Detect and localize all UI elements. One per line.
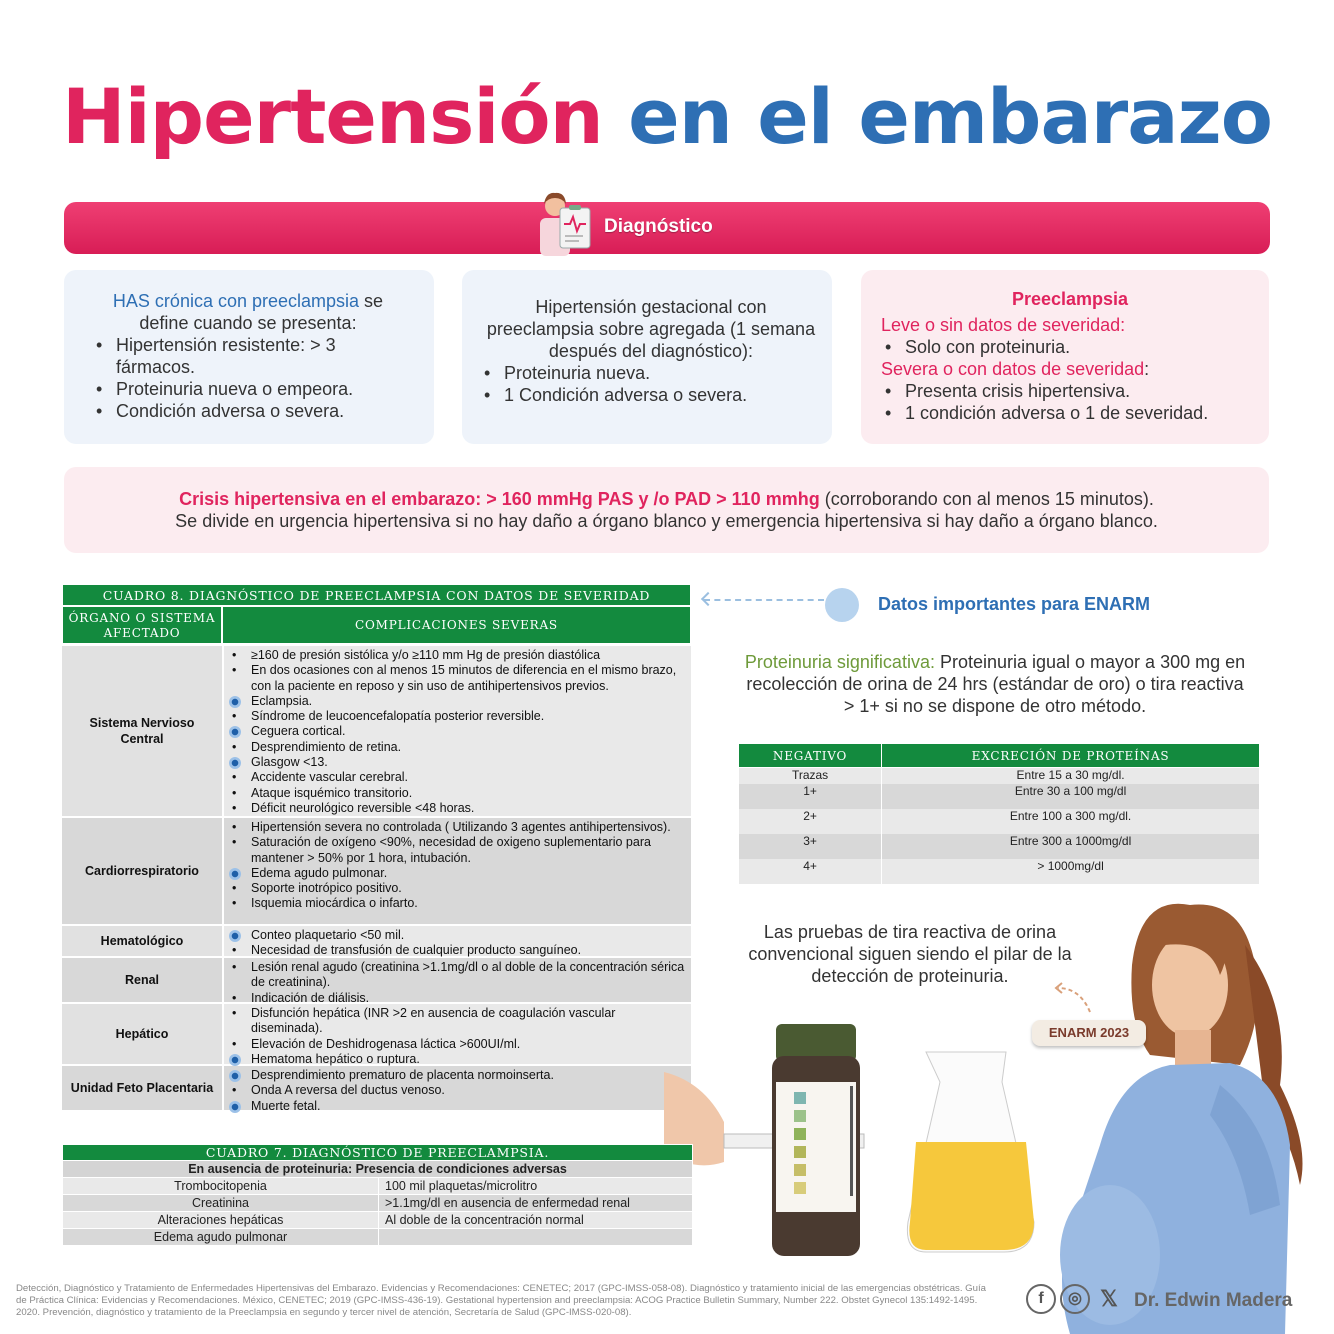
list-item: Conteo plaquetario <50 mil. xyxy=(228,928,687,943)
crisis-rest: (corroborando con al menos 15 minutos). xyxy=(819,489,1154,509)
complications-cell xyxy=(222,1066,691,1113)
table-row xyxy=(62,816,691,924)
banner-label: Diagnóstico xyxy=(604,216,713,237)
card-hipertension-gestacional xyxy=(462,270,832,444)
list-item: • Elevación de Deshidrogenasa láctica >600UI/ml. xyxy=(228,1037,687,1052)
excrecion-cell: > 1000mg/dl xyxy=(882,859,1260,884)
tneg-header-negativo: NEGATIVO xyxy=(739,744,882,768)
proteinuria-text xyxy=(740,651,1250,717)
table-row xyxy=(739,859,1260,884)
criterion-cell: Al doble de la concentración normal xyxy=(379,1212,693,1229)
complications-cell xyxy=(222,646,691,816)
list-item: • ≥160 de presión sistólica y/o ≥110 mm Hg de presión diastólica xyxy=(228,648,687,663)
table7-title: CUADRO 7. DIAGNÓSTICO DE PREECLAMPSIA. xyxy=(63,1145,693,1161)
table-cuadro-8 xyxy=(62,584,691,1113)
card-has-intro-text: se define cuando se presenta: xyxy=(139,291,384,333)
curved-arrow-icon xyxy=(1050,982,1096,1018)
table7-body xyxy=(63,1161,693,1246)
list-item: • Indicación de diálisis. xyxy=(228,991,687,1006)
list-item: • Déficit neurológico reversible <48 horas. xyxy=(228,801,687,816)
crisis-line1 xyxy=(64,488,1269,510)
card-gest-intro xyxy=(480,296,822,362)
enarm-2023-badge: ENARM 2023 xyxy=(1032,1020,1146,1046)
card-gest-list xyxy=(480,362,822,406)
x-icon[interactable]: 𝕏 xyxy=(1100,1286,1118,1311)
proteinuria-body: Proteinuria igual o mayor a 300 mg en recolección de orina de 24 hrs (estándar de oro) o tira reactiva > 1+ si no se dispone de otro método. xyxy=(746,652,1246,716)
tneg-header-excrecion: EXCRECIÓN DE PROTEÍNAS xyxy=(882,744,1260,768)
table-cuadro-7 xyxy=(62,1144,693,1246)
list-item: • Onda A reversa del ductus venoso. xyxy=(228,1083,687,1098)
table-row xyxy=(62,1064,691,1113)
table-row xyxy=(63,1195,693,1212)
list-item: • Proteinuria nueva. xyxy=(480,362,822,384)
card-has-list xyxy=(92,334,404,422)
negativo-cell: 1+ xyxy=(739,784,882,809)
author-name: Dr. Edwin Madera xyxy=(1134,1290,1293,1311)
complications-cell xyxy=(222,958,691,1005)
card-pre-leve: Leve o sin datos de severidad: xyxy=(881,315,1126,335)
complications-list xyxy=(228,1068,687,1114)
pregnant-woman-illustration xyxy=(1040,885,1334,1334)
list-item: • Proteinuria nueva o empeora. xyxy=(92,378,404,400)
list-item: • Solo con proteinuria. xyxy=(881,336,1259,358)
list-item: • 1 Condición adversa o severa. xyxy=(480,384,822,406)
table7-subtitle: En ausencia de proteinuria: Presencia de condiciones adversas xyxy=(63,1161,693,1178)
card-pre-severa-list xyxy=(881,380,1259,424)
crisis-line2: Se divide en urgencia hipertensiva si no hay daño a órgano blanco y emergencia hipertensiva si hay daño a órgano blanco. xyxy=(175,511,1158,531)
condition-cell: Creatinina xyxy=(63,1195,379,1212)
table-row xyxy=(62,1002,691,1064)
list-item: • 1 condición adversa o 1 de severidad. xyxy=(881,402,1259,424)
condition-cell: Alteraciones hepáticas xyxy=(63,1212,379,1229)
negativo-cell: Trazas xyxy=(739,768,882,784)
complications-list xyxy=(228,1006,687,1067)
list-item: • Soporte inotrópico positivo. xyxy=(228,881,687,896)
complications-cell xyxy=(222,818,691,924)
organ-cell: Hematológico xyxy=(62,926,222,956)
list-item: • Presenta crisis hipertensiva. xyxy=(881,380,1259,402)
list-item: • En dos ocasiones con al menos 15 minutos de diferencia en el mismo brazo, con la paciente en reposo y sin uso de antihipertensivos previos. xyxy=(228,663,687,694)
enarm-title: Datos importantes para ENARM xyxy=(878,594,1151,614)
complications-cell xyxy=(222,1004,691,1064)
criterion-cell xyxy=(379,1229,693,1246)
card-pre-title: Preeclampsia xyxy=(1011,289,1129,309)
table8-col-complications: COMPLICACIONES SEVERAS xyxy=(222,606,691,644)
list-item: • Accidente vascular cerebral. xyxy=(228,770,687,785)
crisis-box xyxy=(64,467,1269,553)
condition-cell: Trombocitopenia xyxy=(63,1178,379,1195)
list-item: Eclampsia. xyxy=(228,694,687,709)
table-row xyxy=(62,956,691,1005)
circle-dot-icon xyxy=(825,588,859,622)
negativo-cell: 2+ xyxy=(739,809,882,834)
title-part2: en el embarazo xyxy=(628,72,1272,161)
organ-cell: Cardiorrespiratorio xyxy=(62,818,222,924)
card-preeclampsia xyxy=(861,270,1269,444)
table-negativo xyxy=(738,743,1260,884)
diagnostico-banner xyxy=(64,202,1270,254)
list-item: Muerte fetal. xyxy=(228,1099,687,1114)
list-item: • Necesidad de transfusión de cualquier producto sanguíneo. xyxy=(228,943,687,958)
complications-list xyxy=(228,648,687,816)
social-icons xyxy=(1026,1284,1124,1314)
list-item: • Ataque isquémico transitorio. xyxy=(228,786,687,801)
card-pre-severa-colon: : xyxy=(1144,359,1150,379)
criterion-cell: 100 mil plaquetas/microlitro xyxy=(379,1178,693,1195)
table8-body xyxy=(62,644,691,1113)
list-item: • Lesión renal agudo (creatinina >1.1mg/dl o al doble de la concentración sérica de creatinina). xyxy=(228,960,687,991)
list-item: Hematoma hepático o ruptura. xyxy=(228,1052,687,1067)
complications-list xyxy=(228,960,687,1006)
tira-reactiva-text: Las pruebas de tira reactiva de orina convencional siguen siendo el pilar de la detección de proteinuria. xyxy=(748,922,1072,986)
table8-header-row xyxy=(62,606,691,644)
card-gest-title: Hipertensión gestacional xyxy=(535,297,733,317)
card-pre-leve-list xyxy=(881,336,1259,358)
footer-references: Detección, Diagnóstico y Tratamiento de Enfermedades Hipertensivas del Embarazo. Evidencias y Recomendaciones: CENETEC; 2017 (GPC-IMSS-058-08). Diagnóstico y tratamiento inicial de las emergencias obstétricas. Guía de Práctica Clínica: Evidencias y Recomendaciones. México, CENETEC; 2019 (GPC-IMSS-436-19). Gestational hypertension and preeclampsia: ACOG Practice Bulletin Summary, Number 222. Obstet Gynecol 135:1492-1495. 2020. Prevención, diagnóstico y tratamiento de la Preeclampsia en segundo y tercer nivel de atención, Secretaría de Salud (GPC-IMSS-020-08). xyxy=(16,1283,986,1318)
organ-cell: Renal xyxy=(62,958,222,1002)
urine-test-illustration xyxy=(664,1022,1040,1262)
complications-cell xyxy=(222,926,691,956)
arrow-left-icon xyxy=(701,592,715,606)
table8-title: CUADRO 8. DIAGNÓSTICO DE PREECLAMPSIA CON DATOS DE SEVERIDAD xyxy=(62,584,691,606)
table-row xyxy=(63,1178,693,1195)
card-has-intro xyxy=(92,290,404,334)
card-pre-severa-label: Severa o con datos de severidad xyxy=(881,359,1145,379)
list-item: Desprendimiento prematuro de placenta normoinserta. xyxy=(228,1068,687,1083)
card-has-cronica xyxy=(64,270,434,444)
instagram-icon[interactable]: ◎ xyxy=(1060,1284,1090,1314)
page-title xyxy=(0,72,1334,161)
title-part1: Hipertensión xyxy=(62,72,603,161)
list-item: Edema agudo pulmonar. xyxy=(228,866,687,881)
list-item: • Desprendimiento de retina. xyxy=(228,740,687,755)
doctor-clipboard-icon xyxy=(538,190,594,256)
list-item: • Hipertensión resistente: > 3 fármacos. xyxy=(92,334,404,378)
table-row xyxy=(739,834,1260,859)
table8-col-organ: ÓRGANO O SISTEMA AFECTADO xyxy=(62,606,222,644)
list-item: • Hipertensión severa no controlada ( Utilizando 3 agentes antihipertensivos). xyxy=(228,820,687,835)
complications-list xyxy=(228,820,687,912)
list-item: Glasgow <13. xyxy=(228,755,687,770)
table-row xyxy=(739,784,1260,809)
proteinuria-label: Proteinuria significativa: xyxy=(744,652,935,672)
table-row xyxy=(62,644,691,816)
dashed-arrow-line xyxy=(704,599,824,601)
complications-list xyxy=(228,928,687,959)
table-row xyxy=(63,1229,693,1246)
list-item: • Saturación de oxígeno <90%, necesidad de oxigeno suplementario para mantener > 50% por 1 hora, intubación. xyxy=(228,835,687,866)
negativo-cell: 4+ xyxy=(739,859,882,884)
excrecion-cell: Entre 100 a 300 mg/dl. xyxy=(882,809,1260,834)
card-pre-severa xyxy=(881,358,1259,380)
criterion-cell: >1.1mg/dl en ausencia de enfermedad renal xyxy=(379,1195,693,1212)
facebook-icon[interactable]: f xyxy=(1026,1284,1056,1314)
table-row xyxy=(62,924,691,956)
list-item: • Disfunción hepática (INR >2 en ausencia de coagulación vascular diseminada). xyxy=(228,1006,687,1037)
card-has-title: HAS crónica con preeclampsia xyxy=(112,291,360,311)
list-item: • Síndrome de leucoencefalopatía posterior reversible. xyxy=(228,709,687,724)
card-gest-intro-text: con preeclampsia sobre agregada (1 semana después del diagnóstico): xyxy=(486,297,816,361)
list-item: • Isquemia miocárdica o infarto. xyxy=(228,896,687,911)
table-row xyxy=(739,768,1260,784)
list-item: Ceguera cortical. xyxy=(228,724,687,739)
excrecion-cell: Entre 15 a 30 mg/dl. xyxy=(882,768,1260,784)
organ-cell: Unidad Feto Placentaria xyxy=(62,1066,222,1110)
excrecion-cell: Entre 30 a 100 mg/dl xyxy=(882,784,1260,809)
tneg-body xyxy=(739,768,1260,884)
condition-cell: Edema agudo pulmonar xyxy=(63,1229,379,1246)
excrecion-cell: Entre 300 a 1000mg/dl xyxy=(882,834,1260,859)
table-row xyxy=(739,809,1260,834)
negativo-cell: 3+ xyxy=(739,834,882,859)
organ-cell: Sistema Nervioso Central xyxy=(62,646,222,816)
organ-cell: Hepático xyxy=(62,1004,222,1064)
crisis-bold: Crisis hipertensiva en el embarazo: > 160 mmHg PAS y /o PAD > 110 mmhg xyxy=(179,489,820,509)
table-row xyxy=(63,1212,693,1229)
list-item: • Condición adversa o severa. xyxy=(92,400,404,422)
